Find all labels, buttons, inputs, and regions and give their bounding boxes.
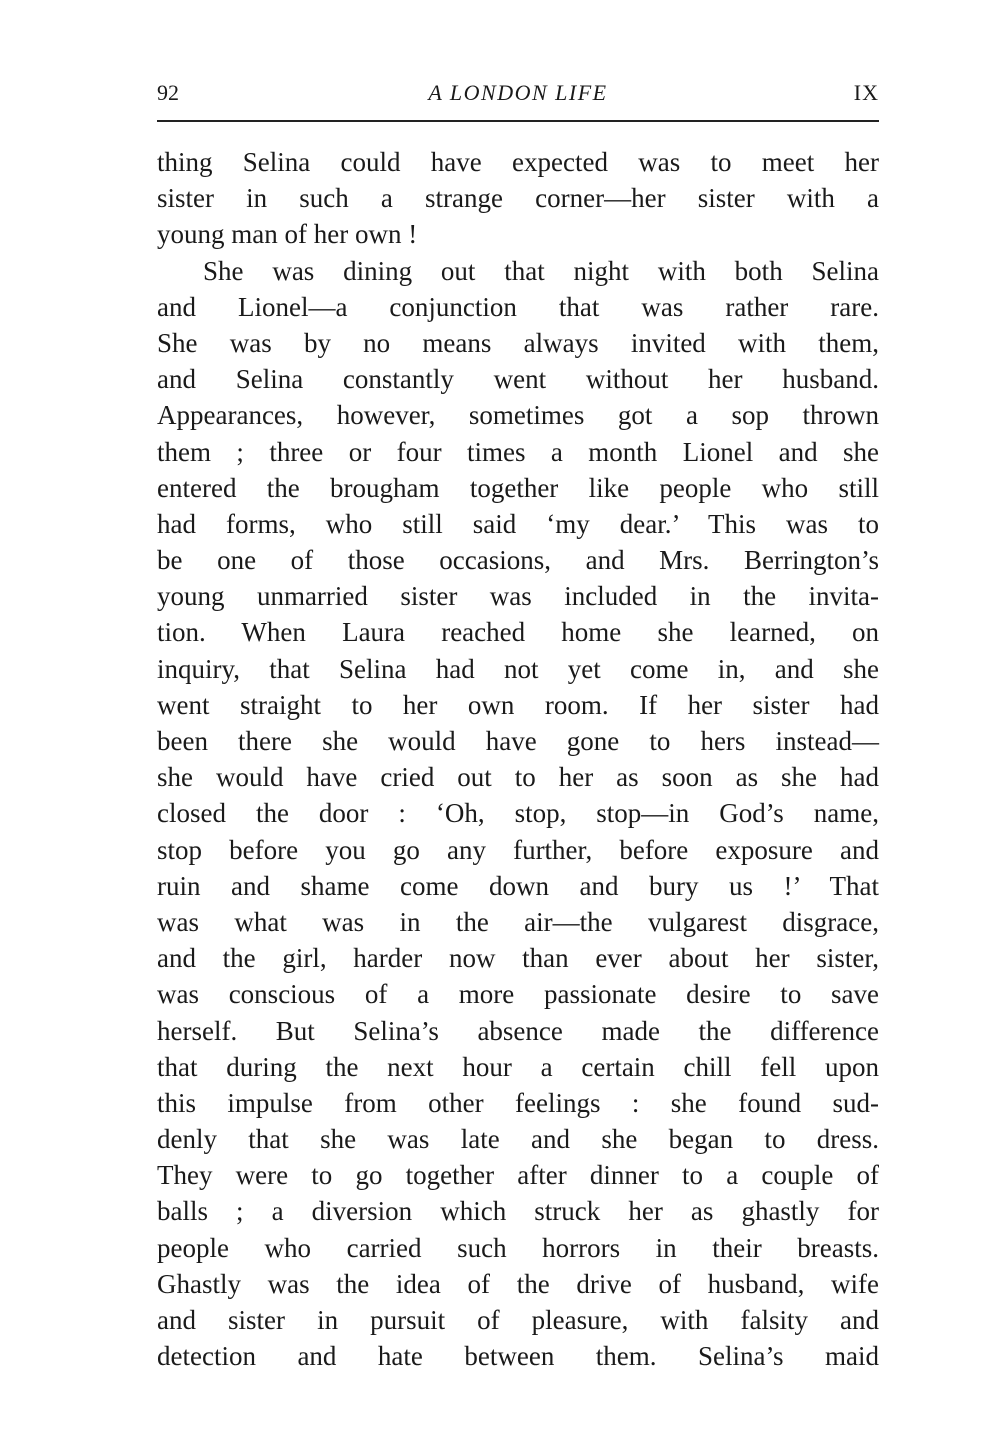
text-line: this impulse from other feelings : she found sud- <box>157 1087 879 1118</box>
text-line: been there she would have gone to hers instead— <box>157 726 879 756</box>
text-line: them ; three or four times a month Lionel and she <box>157 436 879 467</box>
text-line: balls ; a diversion which struck her as ghastly for <box>157 1196 879 1227</box>
text-line: she would have cried out to her as soon as she had <box>157 762 879 793</box>
text-line: and the girl, harder now than ever about her sister, <box>157 943 879 974</box>
text-line: be one of those occasions, and Mrs. Berrington’s <box>157 545 879 576</box>
text-line: was conscious of a more passionate desire to save <box>157 979 879 1010</box>
text-line: and Lionel—a conjunction that was rather rare. <box>157 291 879 322</box>
body-text <box>157 144 879 1374</box>
text-line: herself. But Selina’s absence made the difference <box>157 1015 879 1046</box>
text-line: They were to go together after dinner to a couple of <box>157 1160 879 1191</box>
text-line: thing Selina could have expected was to meet her <box>157 147 879 177</box>
text-line: stop before you go any further, before exposure and <box>157 834 879 865</box>
text-line: sister in such a strange corner—her sister with a <box>157 183 879 214</box>
header-rule <box>157 120 879 122</box>
text-line: detection and hate between them. Selina’s maid <box>157 1341 879 1372</box>
running-title: A LONDON LIFE <box>428 80 608 105</box>
text-line: was what was in the air—the vulgarest disgrace, <box>157 906 879 937</box>
text-line: tion. When Laura reached home she learned, on <box>157 617 879 648</box>
text-line: She was by no means always invited with them, <box>157 327 879 358</box>
text-line: young man of her own ! <box>157 219 418 250</box>
text-line: and Selina constantly went without her husband. <box>157 364 879 395</box>
text-line: entered the brougham together like people who still <box>157 472 879 503</box>
text-line: had forms, who still said ‘my dear.’ This was to <box>157 508 879 539</box>
text-line: inquiry, that Selina had not yet come in, and she <box>157 653 879 684</box>
text-line: closed the door : ‘Oh, stop, stop—in God’s name, <box>157 798 879 829</box>
text-line: ruin and shame come down and bury us !’ That <box>157 870 879 901</box>
text-line: Ghastly was the idea of the drive of husband, wife <box>157 1268 879 1299</box>
text-line: young unmarried sister was included in the invita- <box>157 581 879 612</box>
chapter-numeral: IX <box>853 80 879 105</box>
text-line: people who carried such horrors in their breasts. <box>157 1232 879 1263</box>
text-line: denly that she was late and she began to dress. <box>157 1124 879 1155</box>
running-head <box>157 78 879 108</box>
text-line: Appearances, however, sometimes got a sop thrown <box>157 400 879 431</box>
text-line: that during the next hour a certain chill fell upon <box>157 1051 879 1082</box>
text-line: and sister in pursuit of pleasure, with falsity and <box>157 1305 879 1335</box>
page-number: 92 <box>157 80 179 105</box>
text-line: went straight to her own room. If her sister had <box>157 689 879 720</box>
text-line: She was dining out that night with both Selina <box>203 255 879 286</box>
